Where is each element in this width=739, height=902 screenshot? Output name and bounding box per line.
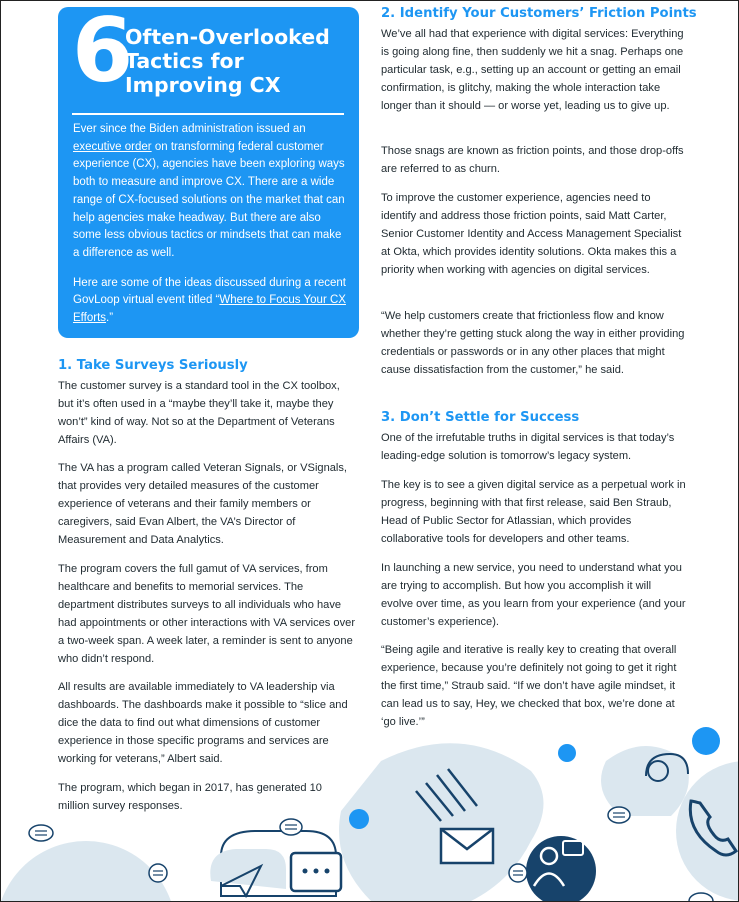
callout-box bbox=[58, 0, 359, 338]
intro-paragraph bbox=[73, 121, 349, 263]
section1-paragraph: All results are available immediately to VA leadership via dashboards. The dashboards make it possible to “slice and dice the data to find out what dimensions of customer experience in those specific programs and services are working for veterans,” Albert said. bbox=[58, 681, 348, 766]
event-link[interactable]: Where to Focus Your CX Efforts bbox=[73, 294, 346, 325]
section3-paragraph: The key is to see a given digital service as a perpetual work in progress, beginning with that first release, said Ben Straub, Head of Public Sector for Atlassian, which provides collaborative tools for developers and other teams. bbox=[381, 479, 686, 546]
callout-number: 6 bbox=[72, 0, 134, 102]
section2-paragraph: We’ve all had that experience with digital services: Everything is going along fine, then suddenly we hit a snag. Perhaps one particular task, e.g., setting up an account or getting an email confirmation, is glitchy, making the whole interaction take longer than it should — or worse yet, leading us to give up. bbox=[381, 28, 684, 113]
section2-paragraph: Those snags are known as friction points, and those drop-offs are referred to as churn. bbox=[381, 145, 684, 176]
email-icon bbox=[416, 769, 493, 863]
section1-paragraph: The program covers the full gamut of VA services, from healthcare and benefits to memorial services. The department distributes surveys to all individuals who have had appointments or other interactions with VA services over a two-week span. A week later, a reminder is sent to anyone who didn’t respond. bbox=[58, 563, 356, 666]
decor-dot bbox=[349, 809, 369, 829]
decor-circle bbox=[526, 836, 596, 902]
ideas-text: Here are some of the ideas discussed during a recent GovLoop virtual event titled “ bbox=[73, 276, 346, 307]
small-chat-icon bbox=[509, 864, 527, 882]
executive-order-link[interactable]: executive order bbox=[73, 140, 152, 153]
section1-paragraph: The program, which began in 2017, has generated 10 million survey responses. bbox=[58, 782, 322, 813]
small-chat-icon bbox=[689, 893, 713, 902]
phone-icon bbox=[690, 801, 736, 855]
small-chat-icon bbox=[280, 819, 302, 835]
decor-circle bbox=[1, 841, 176, 902]
section3-heading: 3. Don’t Settle for Success bbox=[381, 410, 580, 425]
intro-text-continued: on transforming federal customer experience (CX), agencies have been exploring ways both to measure and improve CX. There are a wide range of CX-focused solutions on the market that can help agencies make headway. But there are also some less obvious tactics or mindsets that can make a difference as well. bbox=[73, 140, 345, 259]
divider bbox=[72, 113, 344, 115]
chat-dots-icon bbox=[291, 853, 341, 891]
callout-title bbox=[125, 25, 355, 97]
decor-bubble bbox=[339, 743, 544, 901]
section1-paragraph: The customer survey is a standard tool in the CX toolbox, but it’s often used in a “maybe they’ll take it, maybe they won’t” kind of way. Not so at the Department of Veterans Affairs (VA). bbox=[58, 380, 340, 447]
headset-icon bbox=[646, 754, 688, 781]
paper-plane-icon bbox=[210, 849, 286, 896]
small-chat-icon bbox=[149, 864, 167, 882]
section1-paragraph: The VA has a program called Veteran Signals, or VSignals, that provides very detailed measures of the customer experience of veterans and their family members or caregivers, said Evan Albert, the VA’s Director of Measurement and Data Analytics. bbox=[58, 462, 348, 547]
decor-bubble bbox=[601, 746, 689, 816]
chat-bubble-icon bbox=[221, 831, 336, 896]
section3-paragraph: In launching a new service, you need to understand what you are trying to accomplish. But how you accomplish it will evolve over time, as you learn from your experience (and your customer’s experience). bbox=[381, 562, 686, 629]
decor-circle bbox=[676, 761, 739, 901]
section3-paragraph: One of the irrefutable truths in digital services is that today’s leading-edge solution is tomorrow’s legacy system. bbox=[381, 432, 675, 463]
intro-text: Ever since the Biden administration issued an bbox=[73, 123, 306, 135]
ideas-text-end: .” bbox=[106, 312, 114, 325]
section2-paragraph: “We help customers create that frictionless flow and know whether they’re getting stuck along the way in either providing credentials or passwords or in any other places that might cause dissatisfaction from the customer,” he said. bbox=[381, 310, 685, 377]
section1-heading: 1. Take Surveys Seriously bbox=[58, 358, 248, 373]
speech-bubble-icon bbox=[29, 825, 53, 841]
callout-title-line: Often-Overlooked bbox=[125, 25, 330, 49]
section2-paragraph: To improve the customer experience, agencies need to identify and address those friction points, said Matt Carter, Senior Customer Identity and Access Management Specialist at Okta, which provides identity solutions. Okta makes this a priority when working with agencies on digital services. bbox=[381, 192, 682, 277]
callout-title-line: Tactics for bbox=[125, 49, 244, 73]
decor-dot bbox=[692, 727, 720, 755]
section3-paragraph: “Being agile and iterative is really key to creating that overall experience, because you’re definitely not going to get it right the first time,” Straub said. “If we don’t have agile mindset, it can lead us to say, Hey, we checked that box, we’re done at ‘go live.’” bbox=[381, 644, 677, 729]
small-chat-icon bbox=[608, 807, 630, 823]
callout-title-line: Improving CX bbox=[125, 73, 281, 97]
callout-body bbox=[73, 121, 349, 340]
decor-dot bbox=[558, 744, 576, 762]
section2-heading: 2. Identify Your Customers’ Friction Points bbox=[381, 6, 697, 21]
ideas-paragraph bbox=[73, 275, 349, 328]
person-chat-icon bbox=[534, 841, 583, 886]
